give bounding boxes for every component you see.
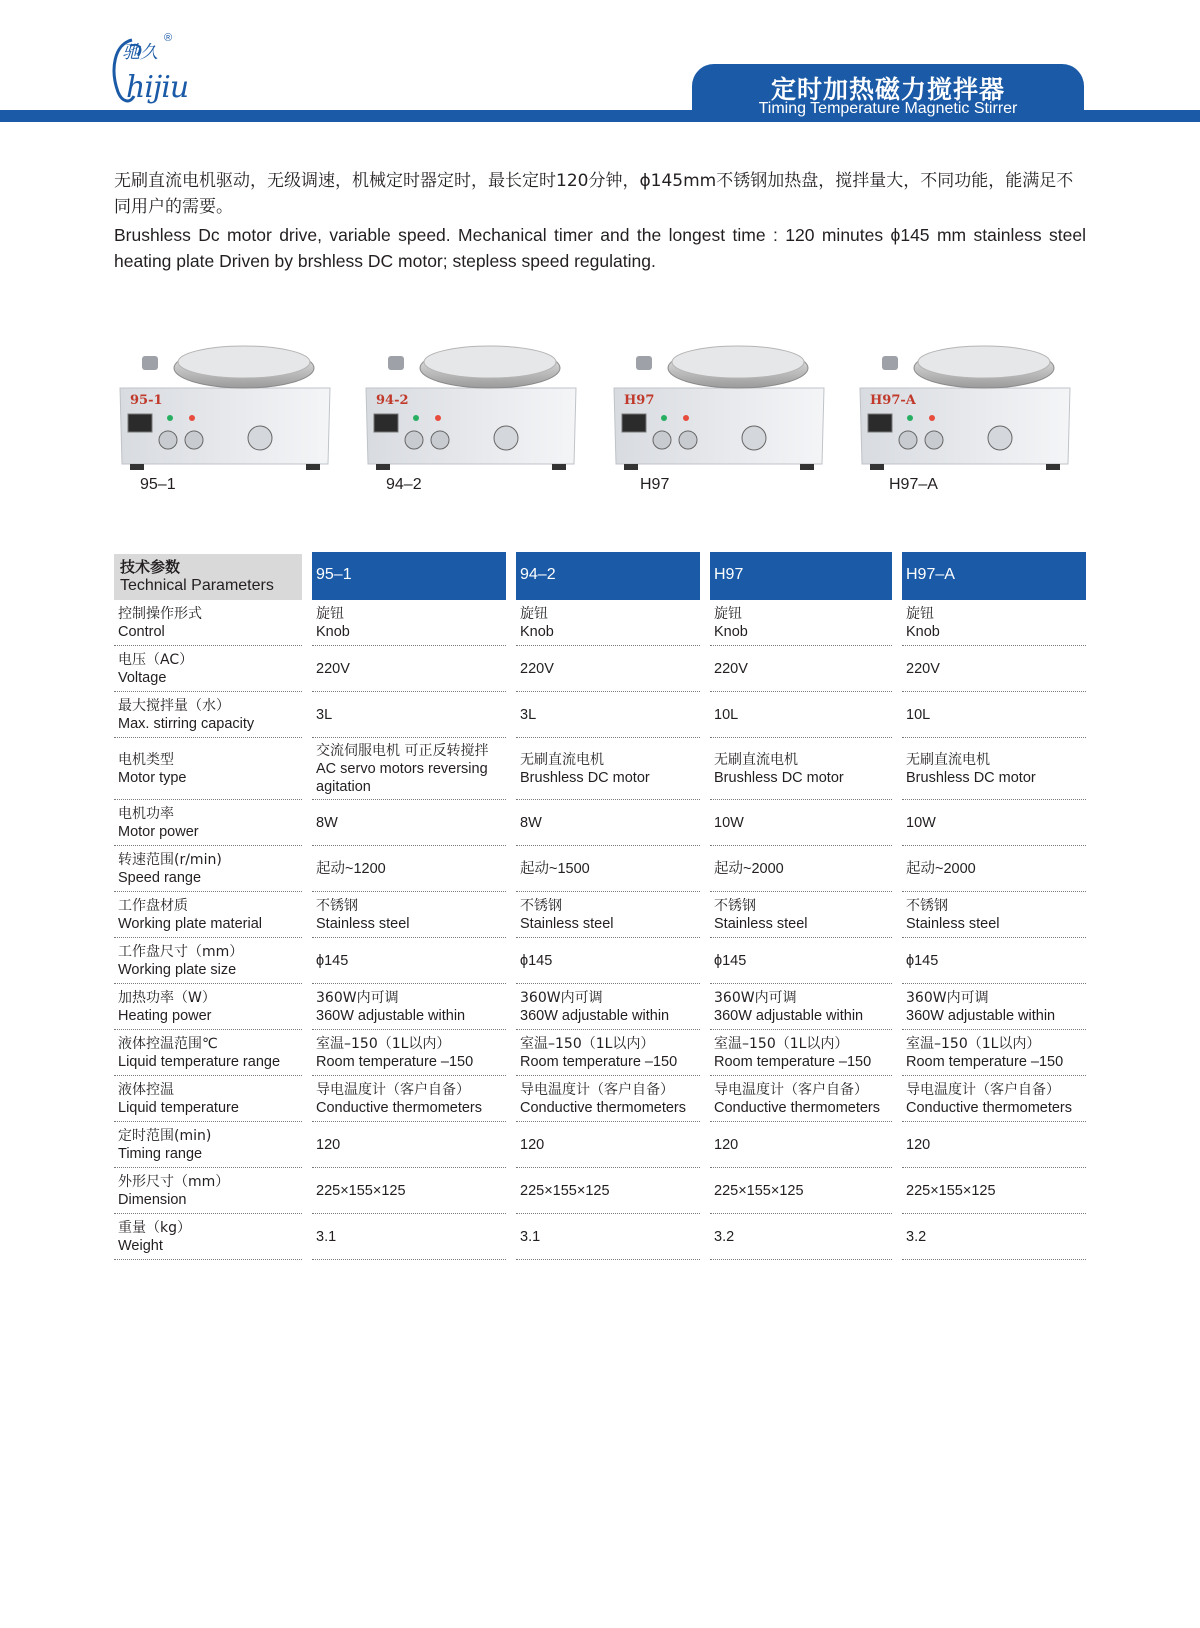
param-value: 8W xyxy=(520,814,542,831)
param-value: 导电温度计（客户自备） xyxy=(316,1081,470,1098)
param-value: 旋钮 xyxy=(316,605,344,622)
param-value: 220V xyxy=(714,660,748,677)
param-value: Conductive thermometers xyxy=(906,1099,1073,1116)
param-label-cn: 重量（kg） xyxy=(118,1219,191,1236)
product-label: 95–1 xyxy=(140,476,176,493)
param-value-cell xyxy=(312,892,506,938)
param-value-cell xyxy=(312,600,506,646)
param-value-cell xyxy=(902,800,1086,846)
param-value: Stainless steel xyxy=(316,915,410,932)
table-header-label xyxy=(114,554,302,600)
svg-text:94-2: 94-2 xyxy=(376,393,409,408)
intro-text-en: Brushless Dc motor drive, variable speed. Mechanical timer and the longest time : 120 minutes ϕ145 mm stainless steel heating plate Driven by brshless DC motor; stepless speed regulating. xyxy=(114,225,1086,271)
param-value: Room temperature –150 xyxy=(906,1053,1064,1070)
table-row xyxy=(114,738,1086,800)
param-value: 360W内可调 xyxy=(520,989,603,1006)
param-value-cell xyxy=(312,938,506,984)
param-value-cell xyxy=(516,984,700,1030)
param-value: 起动~2000 xyxy=(714,860,784,877)
param-value-cell xyxy=(902,984,1086,1030)
param-value-cell xyxy=(710,738,892,800)
param-value: 室温–150（1L以内） xyxy=(520,1035,655,1052)
param-value: 导电温度计（客户自备） xyxy=(520,1081,674,1098)
param-label-cn: 电机类型 xyxy=(118,751,174,768)
page-title-cn: 定时加热磁力搅拌器 xyxy=(770,75,1005,104)
param-label-cell xyxy=(114,846,302,892)
param-value-cell xyxy=(710,892,892,938)
param-label-cn: 加热功率（W） xyxy=(118,989,216,1006)
param-value: Room temperature –150 xyxy=(316,1053,474,1070)
param-value: 10W xyxy=(906,814,936,831)
table-row xyxy=(114,646,1086,692)
param-label-cn: 最大搅拌量（水） xyxy=(118,697,230,714)
param-value-cell xyxy=(516,738,700,800)
param-value-cell xyxy=(312,1076,506,1122)
param-value-cell xyxy=(516,1168,700,1214)
param-value-cell xyxy=(312,738,506,800)
param-value: 无刷直流电机 xyxy=(714,751,798,768)
param-value: Knob xyxy=(520,623,554,640)
brand-logo xyxy=(108,30,198,110)
param-label-en: Weight xyxy=(118,1237,163,1254)
param-value-cell xyxy=(902,738,1086,800)
param-value: Stainless steel xyxy=(714,915,808,932)
param-label-cn: 定时范围(min) xyxy=(118,1127,212,1144)
product-image xyxy=(358,338,584,488)
param-label-en: Motor type xyxy=(118,769,187,786)
param-value-cell xyxy=(312,1168,506,1214)
param-value: 导电温度计（客户自备） xyxy=(906,1081,1060,1098)
param-value-cell xyxy=(710,1168,892,1214)
param-value: ϕ145 xyxy=(714,952,747,969)
param-value: 225×155×125 xyxy=(714,1182,804,1199)
param-value: 8W xyxy=(316,814,338,831)
param-value: Conductive thermometers xyxy=(520,1099,687,1116)
param-label-en: Heating power xyxy=(118,1007,212,1024)
param-value: Room temperature –150 xyxy=(520,1053,678,1070)
param-label-cn: 电机功率 xyxy=(118,805,174,822)
table-row xyxy=(114,846,1086,892)
param-value-cell xyxy=(902,846,1086,892)
param-label-cell xyxy=(114,1076,302,1122)
param-value: Knob xyxy=(906,623,940,640)
param-value-cell xyxy=(312,646,506,692)
param-value-cell xyxy=(710,646,892,692)
param-value: 旋钮 xyxy=(714,605,742,622)
param-value: Conductive thermometers xyxy=(714,1099,881,1116)
param-label-cn: 液体控温 xyxy=(118,1081,174,1098)
param-value: 交流伺服电机 可正反转搅拌 xyxy=(316,742,489,759)
param-value: 120 xyxy=(520,1136,545,1153)
param-value-cell xyxy=(516,1214,700,1260)
table-row xyxy=(114,1214,1086,1260)
param-label-cell xyxy=(114,892,302,938)
svg-text:H97-A: H97-A xyxy=(870,393,916,408)
param-value-cell xyxy=(516,892,700,938)
param-value-cell xyxy=(902,646,1086,692)
param-value: 360W adjustable within xyxy=(714,1007,864,1024)
param-label-cn: 电压（AC） xyxy=(118,651,194,668)
intro-text-cn: 无刷直流电机驱动，无级调速，机械定时器定时，最长定时120分钟，ϕ145mm不锈钢加热盘，搅拌量大，不同功能，能满足不同用户的需要。 xyxy=(114,171,1074,217)
param-label-cell xyxy=(114,984,302,1030)
param-value: 3.1 xyxy=(316,1228,337,1245)
param-value: 360W adjustable within xyxy=(520,1007,670,1024)
param-value: 120 xyxy=(906,1136,931,1153)
param-value: ϕ145 xyxy=(906,952,939,969)
param-value: 起动~1500 xyxy=(520,860,590,877)
param-label-cn: 转速范围(r/min) xyxy=(118,851,222,868)
param-value: 无刷直流电机 xyxy=(520,751,604,768)
logo-text-cn: 驰久 xyxy=(122,42,158,63)
param-label-cn: 液体控温范围℃ xyxy=(118,1035,218,1052)
product-label: H97–A xyxy=(889,476,938,493)
param-value: 10L xyxy=(906,706,931,723)
product-image xyxy=(852,338,1078,488)
param-value: Room temperature –150 xyxy=(714,1053,872,1070)
param-value: ϕ145 xyxy=(520,952,553,969)
registered-mark: ® xyxy=(164,32,173,44)
param-label-cell xyxy=(114,600,302,646)
param-value-cell xyxy=(902,938,1086,984)
param-value: 室温–150（1L以内） xyxy=(714,1035,849,1052)
svg-text:H97: H97 xyxy=(624,393,655,408)
param-value: ϕ145 xyxy=(316,952,349,969)
table-header-cn: 技术参数 xyxy=(120,558,181,576)
param-value: 360W内可调 xyxy=(714,989,797,1006)
param-value: 导电温度计（客户自备） xyxy=(714,1081,868,1098)
param-value: Knob xyxy=(714,623,748,640)
param-value-cell xyxy=(902,1168,1086,1214)
param-value: 旋钮 xyxy=(906,605,934,622)
param-value: 起动~1200 xyxy=(316,860,386,877)
param-value-cell xyxy=(902,692,1086,738)
param-value: 220V xyxy=(316,660,350,677)
table-body xyxy=(114,600,1086,1260)
param-value-cell xyxy=(710,984,892,1030)
table-row xyxy=(114,800,1086,846)
param-value-cell xyxy=(710,1122,892,1168)
param-value: 不锈钢 xyxy=(714,897,756,914)
param-value: 不锈钢 xyxy=(316,897,358,914)
param-label-cell xyxy=(114,692,302,738)
param-value: 120 xyxy=(714,1136,739,1153)
param-label-cn: 控制操作形式 xyxy=(118,605,202,622)
param-value: AC servo motors reversing agitation xyxy=(316,760,488,795)
param-value: 220V xyxy=(520,660,554,677)
param-label-cell xyxy=(114,738,302,800)
table-row xyxy=(114,892,1086,938)
param-value-cell xyxy=(516,1030,700,1076)
param-value-cell xyxy=(710,1030,892,1076)
param-value-cell xyxy=(312,1122,506,1168)
param-value: 10L xyxy=(714,706,739,723)
param-value: 225×155×125 xyxy=(520,1182,610,1199)
table-row xyxy=(114,938,1086,984)
param-value-cell xyxy=(516,846,700,892)
param-value: Brushless DC motor xyxy=(906,769,1036,786)
param-label-en: Motor power xyxy=(118,823,199,840)
param-label-en: Voltage xyxy=(118,669,167,686)
param-value: 无刷直流电机 xyxy=(906,751,990,768)
param-value: Brushless DC motor xyxy=(714,769,844,786)
param-value-cell xyxy=(902,1122,1086,1168)
param-value-cell xyxy=(312,984,506,1030)
param-label-cell xyxy=(114,938,302,984)
table-row xyxy=(114,1076,1086,1122)
param-value-cell xyxy=(710,692,892,738)
table-row xyxy=(114,984,1086,1030)
model-header-cell: 95–1 xyxy=(312,552,506,600)
param-value-cell xyxy=(902,1030,1086,1076)
table-row xyxy=(114,600,1086,646)
param-value: 3L xyxy=(520,706,537,723)
param-value-cell xyxy=(902,892,1086,938)
model-header-cell: H97 xyxy=(710,552,892,600)
param-value-cell xyxy=(312,800,506,846)
product-image xyxy=(606,338,832,488)
param-value: 360W adjustable within xyxy=(906,1007,1056,1024)
param-value-cell xyxy=(516,600,700,646)
param-value-cell xyxy=(710,800,892,846)
param-value: Conductive thermometers xyxy=(316,1099,483,1116)
param-value: 360W内可调 xyxy=(316,989,399,1006)
param-label-cn: 外形尺寸（mm） xyxy=(118,1173,230,1190)
stirrer-illustration-icon xyxy=(112,338,338,488)
param-value: 3.1 xyxy=(520,1228,541,1245)
param-value: 起动~2000 xyxy=(906,860,976,877)
param-value-cell xyxy=(312,1030,506,1076)
stirrer-illustration-icon xyxy=(358,338,584,488)
param-value: 360W adjustable within xyxy=(316,1007,466,1024)
param-value: Knob xyxy=(316,623,350,640)
stirrer-illustration-icon xyxy=(606,338,832,488)
param-value: 3L xyxy=(316,706,333,723)
model-header-cell: H97–A xyxy=(902,552,1086,600)
param-label-en: Liquid temperature xyxy=(118,1099,239,1116)
param-label-en: Liquid temperature range xyxy=(118,1053,281,1070)
param-value-cell xyxy=(710,938,892,984)
param-label-en: Max. stirring capacity xyxy=(118,715,255,732)
spec-table xyxy=(114,552,1086,1260)
param-value: 室温–150（1L以内） xyxy=(316,1035,451,1052)
param-label-cn: 工作盘尺寸（mm） xyxy=(118,943,244,960)
table-header-row xyxy=(114,552,1086,600)
param-label-en: Working plate material xyxy=(118,915,262,932)
param-value-cell xyxy=(516,1076,700,1122)
param-label-en: Working plate size xyxy=(118,961,237,978)
param-label-en: Dimension xyxy=(118,1191,187,1208)
table-row xyxy=(114,1122,1086,1168)
param-value: 220V xyxy=(906,660,940,677)
product-image xyxy=(112,338,338,488)
param-value-cell xyxy=(516,800,700,846)
param-value-cell xyxy=(902,1076,1086,1122)
product-label: H97 xyxy=(640,476,670,493)
param-value: Stainless steel xyxy=(906,915,1000,932)
param-label-cn: 工作盘材质 xyxy=(118,897,188,914)
param-label-cell xyxy=(114,1122,302,1168)
param-value-cell xyxy=(710,1214,892,1260)
param-value: 3.2 xyxy=(714,1228,735,1245)
param-value-cell xyxy=(312,1214,506,1260)
param-value-cell xyxy=(710,846,892,892)
param-value-cell xyxy=(312,846,506,892)
table-row xyxy=(114,1168,1086,1214)
param-value-cell xyxy=(902,600,1086,646)
param-label-en: Timing range xyxy=(118,1145,203,1162)
param-value-cell xyxy=(516,938,700,984)
page-title-en: Timing Temperature Magnetic Stirrer xyxy=(758,100,1018,117)
param-value: 120 xyxy=(316,1136,341,1153)
param-value: 225×155×125 xyxy=(316,1182,406,1199)
product-label: 94–2 xyxy=(386,476,422,493)
param-value-cell xyxy=(312,692,506,738)
param-label-cell xyxy=(114,1214,302,1260)
param-value-cell xyxy=(516,646,700,692)
param-label-cell xyxy=(114,1030,302,1076)
table-header-en: Technical Parameters xyxy=(120,577,274,594)
param-value: 10W xyxy=(714,814,744,831)
param-value-cell xyxy=(902,1214,1086,1260)
param-label-cell xyxy=(114,800,302,846)
param-label-en: Control xyxy=(118,623,165,640)
table-row xyxy=(114,1030,1086,1076)
param-value-cell xyxy=(516,692,700,738)
param-value-cell xyxy=(516,1122,700,1168)
param-value-cell xyxy=(710,1076,892,1122)
param-value: Brushless DC motor xyxy=(520,769,650,786)
param-label-cell xyxy=(114,646,302,692)
param-value: 225×155×125 xyxy=(906,1182,996,1199)
stirrer-illustration-icon xyxy=(852,338,1078,488)
param-value: 360W内可调 xyxy=(906,989,989,1006)
model-header-cell: 94–2 xyxy=(516,552,700,600)
logo-text-en: hijiu xyxy=(126,70,189,105)
param-value: 3.2 xyxy=(906,1228,927,1245)
table-row xyxy=(114,692,1086,738)
param-value: Stainless steel xyxy=(520,915,614,932)
param-label-cell xyxy=(114,1168,302,1214)
svg-text:95-1: 95-1 xyxy=(130,393,163,408)
param-label-en: Speed range xyxy=(118,869,202,886)
param-value: 室温–150（1L以内） xyxy=(906,1035,1041,1052)
param-value-cell xyxy=(710,600,892,646)
param-value: 不锈钢 xyxy=(520,897,562,914)
param-value: 旋钮 xyxy=(520,605,548,622)
param-value: 不锈钢 xyxy=(906,897,948,914)
